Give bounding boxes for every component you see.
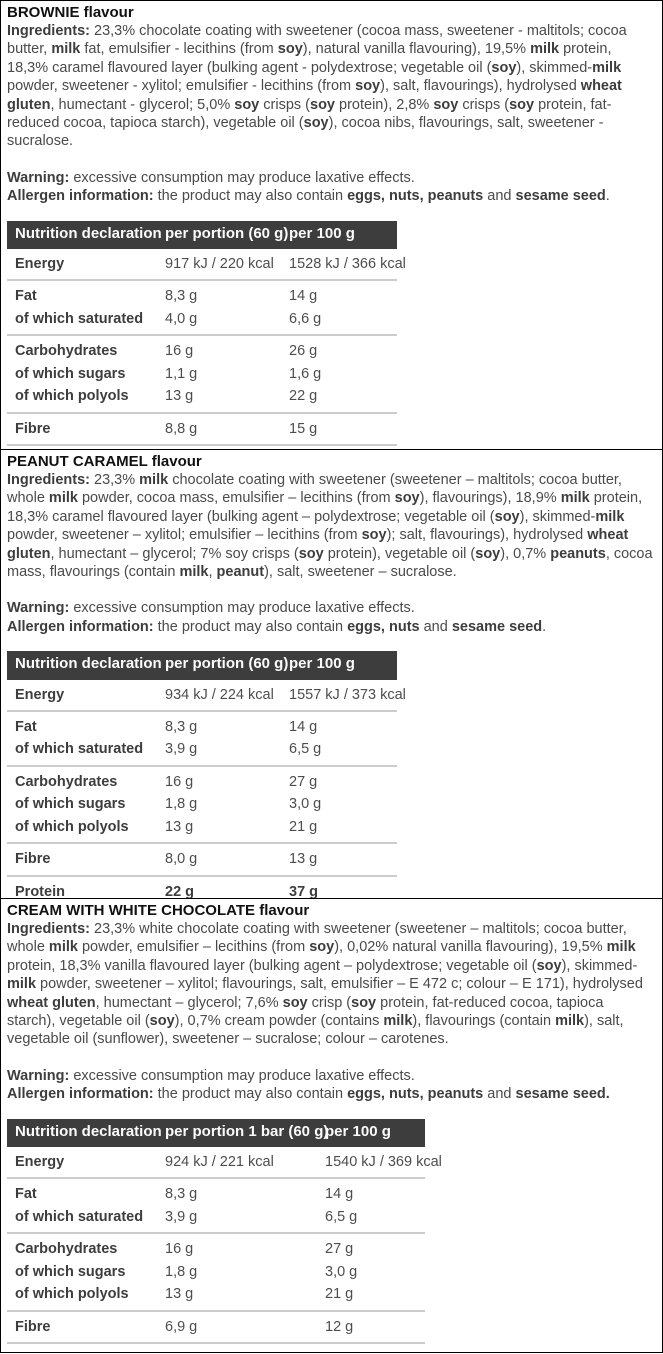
nutrient-group: [7, 1311, 425, 1343]
value-per-portion: 13 g: [165, 388, 194, 405]
flavour-section: [0, 0, 663, 450]
nutrition-row: [7, 1283, 425, 1310]
nutrient-label: of which saturated: [15, 741, 144, 758]
table-header-nutrition-declaration: Nutrition declaration: [7, 651, 157, 679]
value-per-portion: 8,3 g: [165, 719, 198, 736]
value-per-100g: 3,0 g: [289, 796, 322, 813]
warning-line: Warning: excessive consumption may produce laxative effects.: [7, 1067, 415, 1084]
value-per-100g: 1557 kJ / 373 kcal: [289, 686, 406, 703]
nutrient-label: of which sugars: [15, 365, 126, 382]
value-per-100g: 1,6 g: [289, 365, 322, 382]
table-header-per-portion: per portion 1 bar (60 g): [157, 1119, 317, 1147]
value-per-100g: 21 g: [325, 1286, 354, 1303]
value-per-100g: 27 g: [289, 773, 318, 790]
nutrient-group: [7, 335, 397, 412]
nutrient-label: Fat: [15, 719, 37, 736]
value-per-portion: 4,0 g: [165, 310, 198, 327]
nutrient-group: [7, 766, 397, 843]
table-header-per-portion: per portion (60 g): [157, 651, 281, 679]
nutrition-row: [7, 413, 397, 445]
table-header-row: [7, 651, 397, 679]
nutrient-group: [7, 1233, 425, 1310]
nutrition-row: [7, 385, 397, 412]
nutrition-row: [7, 738, 397, 765]
value-per-100g: 13 g: [289, 851, 318, 868]
value-per-portion: 8,3 g: [165, 288, 198, 305]
table-header-per-100g: per 100 g: [317, 1119, 425, 1147]
nutrition-row: [7, 1206, 425, 1233]
nutrient-label: Fat: [15, 288, 37, 305]
value-per-100g: 6,6 g: [289, 310, 322, 327]
value-per-100g: [317, 1343, 425, 1353]
nutrition-row: [7, 280, 397, 307]
nutrient-label: of which sugars: [15, 1263, 126, 1280]
table-header-row: [7, 1119, 425, 1147]
nutrient-label: of which saturated: [15, 310, 144, 327]
nutrient-group: [7, 1147, 442, 1178]
ingredients-paragraph: Ingredients: 23,3% milk chocolate coating with sweetener (sweetener – maltitols; cocoa butter, whole milk powder, cocoa mass, emulsifier – lecithins (from soy), flavourings), 18,9% milk protein, 18,3% caramel flavoured layer (bulking agent – polydextrose; vegetable oil (soy), skimmed-milk powder, sweetener – xylitol; emulsifier – lecithins (from soy); salt, flavourings), hydrolysed wheat gluten, humectant – glycerol; 7% soy crisps (soy protein), vegetable oil (soy), 0,7% peanuts, cocoa mass, flavourings (contain milk, peanut), salt, sweetener – sucralose.: [7, 472, 653, 581]
ingredients-paragraph: Ingredients: 23,3% chocolate coating with sweetener (cocoa mass, sweetener - maltitols; cocoa butter, milk fat, emulsifier - lecithins (from soy), natural vanilla flavouring), 19,5% milk protein, 18,3% caramel flavoured layer (bulking agent - polydextrose; vegetable oil (soy), skimmed-milk powder, sweetener - xylitol; emulsifier - lecithins (from soy), salt, flavourings), hydrolysed wheat gluten, humectant - glycerol; 5,0% soy crisps (soy protein), 2,8% soy crisps (soy protein, fat-reduced cocoa, tapioca starch), vegetable oil (soy), cocoa nibs, flavourings, salt, sweetener - sucralose.: [7, 23, 627, 150]
value-per-portion: 16 g: [165, 773, 194, 790]
value-per-portion: 934 kJ / 224 kcal: [165, 686, 274, 703]
value-per-100g: 6,5 g: [325, 1208, 358, 1225]
table-header-nutrition-declaration: Nutrition declaration: [7, 1119, 157, 1147]
value-per-100g: 37 g: [289, 883, 319, 899]
value-per-100g: 15 g: [289, 420, 318, 437]
nutrition-table: [7, 651, 406, 899]
nutrient-label: of which polyols: [15, 388, 129, 405]
nutrient-group: [7, 711, 397, 766]
flavour-section: [0, 449, 663, 899]
value-per-100g: 6,5 g: [289, 741, 322, 758]
nutrition-row: [7, 1261, 425, 1283]
nutrient-group: [7, 413, 397, 445]
nutrition-row: [7, 335, 397, 362]
nutrition-row: [7, 816, 397, 843]
warning-line: Warning: excessive consumption may produce laxative effects.: [7, 600, 415, 617]
value-per-portion: 16 g: [165, 343, 194, 360]
value-per-portion: 16 g: [165, 1241, 194, 1258]
nutrition-row: [7, 308, 397, 335]
nutrition-row: [7, 766, 397, 793]
nutrition-row: [7, 711, 397, 738]
nutrient-label: Energy: [15, 256, 65, 273]
value-per-100g: 3,0 g: [325, 1263, 358, 1280]
table-header-per-100g: per 100 g: [281, 221, 397, 249]
nutrition-row: [7, 793, 397, 815]
value-per-portion: 917 kJ / 220 kcal: [165, 256, 274, 273]
nutrient-group: [7, 680, 406, 711]
value-per-100g: 26 g: [289, 343, 318, 360]
value-per-portion: 1,1 g: [165, 365, 198, 382]
allergen-line: Allergen information: the product may also contain eggs, nuts, peanuts and sesame seed.: [7, 188, 610, 205]
nutrient-group: [7, 1343, 425, 1353]
nutrient-label: Fibre: [15, 1318, 51, 1335]
table-header-per-portion: per portion (60 g): [157, 221, 281, 249]
flavour-section: [0, 898, 663, 1353]
value-per-100g: 1528 kJ / 366 kcal: [289, 256, 406, 273]
value-per-100g: 12 g: [325, 1318, 354, 1335]
nutrition-row: [7, 1311, 425, 1343]
value-per-portion: 1,8 g: [165, 796, 198, 813]
value-per-portion: 3,9 g: [165, 741, 198, 758]
section-title: PEANUT CARAMEL flavour: [7, 453, 202, 470]
nutrient-group: [7, 280, 397, 335]
nutrition-row: [7, 680, 397, 711]
nutrition-row: [7, 1233, 425, 1260]
value-per-100g: 22 g: [289, 388, 318, 405]
allergen-line: Allergen information: the product may also contain eggs, nuts, peanuts and sesame seed.: [7, 1086, 610, 1103]
nutrient-label: Carbohydrates: [15, 773, 118, 790]
nutrient-label: of which polyols: [15, 1286, 129, 1303]
nutrient-label: of which sugars: [15, 796, 126, 813]
value-per-portion: 1,8 g: [165, 1263, 198, 1280]
table-header-per-100g: per 100 g: [281, 651, 397, 679]
warning-line: Warning: excessive consumption may produce laxative effects.: [7, 169, 415, 186]
nutrition-table: [7, 1119, 442, 1353]
value-per-100g: 14 g: [289, 288, 318, 305]
value-per-portion: 924 kJ / 221 kcal: [165, 1154, 274, 1171]
value-per-portion: 13 g: [165, 818, 194, 835]
value-per-100g: 1540 kJ / 369 kcal: [325, 1154, 442, 1171]
nutrient-label: Protein: [15, 883, 65, 899]
nutrition-row: [7, 876, 397, 900]
nutrition-row: [7, 1343, 425, 1353]
value-per-portion: 8,3 g: [165, 1186, 198, 1203]
value-per-100g: 14 g: [289, 719, 318, 736]
nutrient-label: Fibre: [15, 851, 51, 868]
ingredients-paragraph: Ingredients: 23,3% white chocolate coating with sweetener (sweetener – maltitols; cocoa butter, whole milk powder, emulsifier – lecithins (from soy), 0,02% natural vanilla flavouring), 19,5% milk protein, 18,3% vanilla flavoured layer (bulking agent – polydextrose; vegetable oil (soy), skimmed-milk powder, sweetener – xylitol; flavourings, salt, emulsifier – E 472 c; colour – E 171), hydrolysed wheat gluten, humectant – glycerol; 7,6% soy crisp (soy protein, fat-reduced cocoa, tapioca starch), vegetable oil (soy), 0,7% cream powder (contains milk), flavourings (contain milk), salt, vegetable oil (sunflower), sweetener – sucralose; colour – carotenes.: [7, 921, 643, 1048]
nutrition-row: [7, 363, 397, 385]
value-per-100g: 14 g: [325, 1186, 354, 1203]
nutrition-row: [7, 843, 397, 875]
value-per-portion: 3,9 g: [165, 1208, 198, 1225]
nutrient-label: Carbohydrates: [15, 343, 118, 360]
nutrient-group: [7, 249, 406, 280]
section-title: CREAM WITH WHITE CHOCOLATE flavour: [7, 902, 310, 919]
allergen-line: Allergen information: the product may also contain eggs, nuts and sesame seed.: [7, 618, 547, 635]
nutrient-label: [7, 1343, 157, 1353]
value-per-portion: 6,9 g: [165, 1318, 198, 1335]
nutrition-table: [7, 221, 406, 450]
nutrient-group: [7, 843, 397, 875]
value-per-portion: 8,8 g: [165, 420, 198, 437]
nutrient-label: Energy: [15, 686, 65, 703]
nutrient-label: of which polyols: [15, 818, 129, 835]
value-per-portion: [157, 1343, 317, 1353]
nutrient-group: [7, 876, 397, 900]
value-per-portion: 22 g: [165, 883, 195, 899]
nutrient-group: [7, 1178, 425, 1233]
nutrient-label: Energy: [15, 1154, 65, 1171]
value-per-portion: 13 g: [165, 1286, 194, 1303]
nutrition-row: [7, 1178, 425, 1205]
nutrition-row: [7, 1147, 425, 1178]
nutrient-label: Fibre: [15, 420, 51, 437]
value-per-100g: 21 g: [289, 818, 318, 835]
table-header-row: [7, 221, 397, 249]
value-per-portion: 8,0 g: [165, 851, 198, 868]
nutrition-row: [7, 249, 397, 280]
section-title: BROWNIE flavour: [7, 4, 134, 21]
nutrient-label: Carbohydrates: [15, 1241, 118, 1258]
nutrient-label: Fat: [15, 1186, 37, 1203]
table-header-nutrition-declaration: Nutrition declaration: [7, 221, 157, 249]
value-per-100g: 27 g: [325, 1241, 354, 1258]
nutrient-label: of which saturated: [15, 1208, 144, 1225]
